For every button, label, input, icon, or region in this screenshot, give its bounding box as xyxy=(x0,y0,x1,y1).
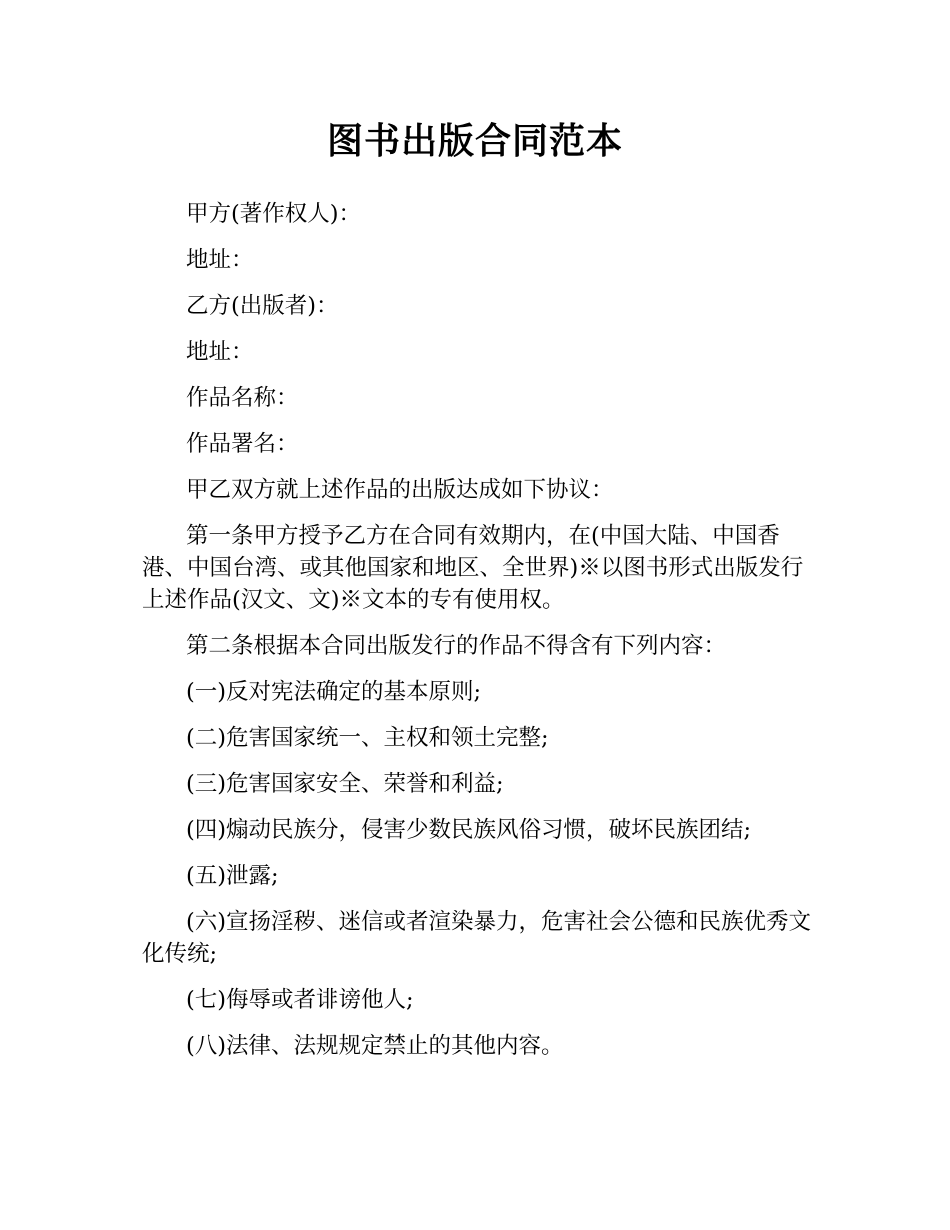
document-body xyxy=(142,198,822,1076)
paragraph-party-a: 甲方(著作权人)： xyxy=(186,201,362,227)
paragraph-party-b-address: 地址： xyxy=(186,339,254,365)
list-item: (三)危害国家安全、荣誉和利益; xyxy=(186,771,504,797)
paragraph-article-1: 第一条甲方授予乙方在合同有效期内，在(中国大陆、中国香港、中国台湾、或其他国家和地区、全世界)※以图书形式出版发行上述作品(汉文、文)※文本的专有使用权。 xyxy=(142,523,804,613)
list-item: (二)危害国家统一、主权和领土完整; xyxy=(186,725,549,751)
paragraph-work-title: 作品名称： xyxy=(186,385,299,411)
paragraph-party-a-address: 地址： xyxy=(186,247,254,273)
list-item: (一)反对宪法确定的基本原则; xyxy=(186,679,482,705)
list-item: (六)宣扬淫秽、迷信或者渲染暴力，危害社会公德和民族优秀文化传统; xyxy=(142,909,812,967)
paragraph-agreement-intro: 甲乙双方就上述作品的出版达成如下协议： xyxy=(186,477,614,503)
list-item: (七)侮辱或者诽谤他人; xyxy=(186,987,414,1013)
paragraph-work-signature: 作品署名： xyxy=(186,431,299,457)
paragraph-party-b: 乙方(出版者)： xyxy=(186,293,339,319)
list-item: (四)煽动民族分，侵害少数民族风俗习惯，破坏民族团结; xyxy=(186,817,752,843)
document-title: 图书出版合同范本 xyxy=(326,121,623,162)
list-item: (五)泄露; xyxy=(186,863,279,889)
paragraph-article-2: 第二条根据本合同出版发行的作品不得含有下列内容： xyxy=(186,633,727,659)
list-item: (八)法律、法规规定禁止的其他内容。 xyxy=(186,1033,564,1059)
